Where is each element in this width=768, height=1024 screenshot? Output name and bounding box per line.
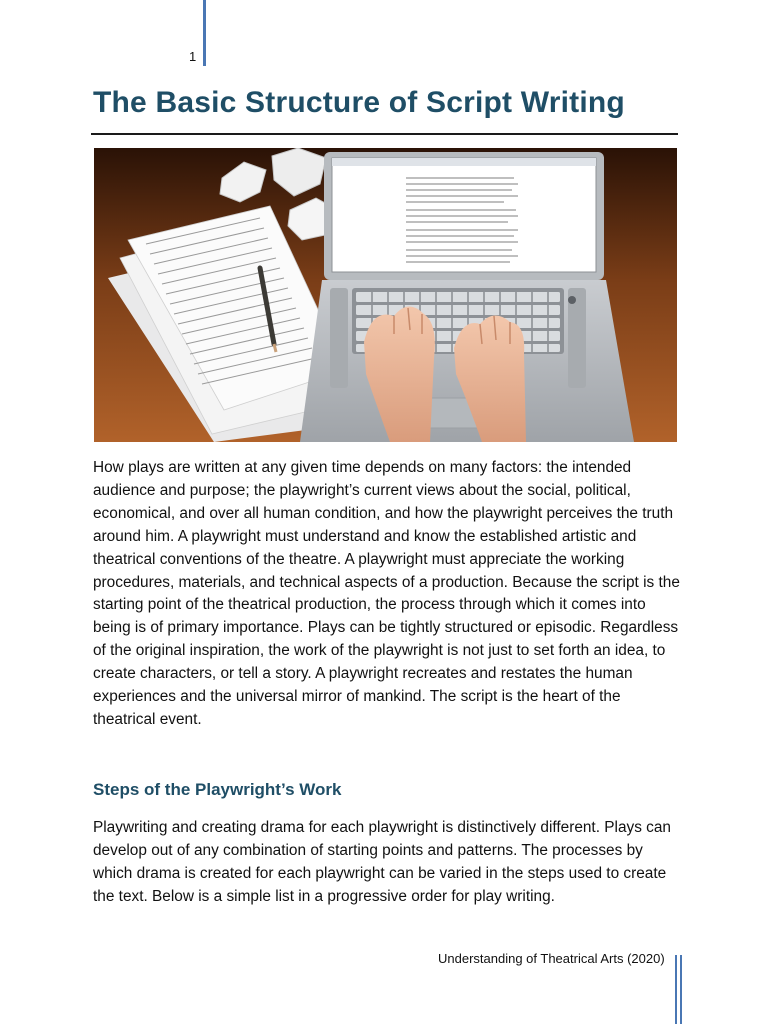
page-number: 1 (189, 49, 197, 64)
laptop-icon (94, 148, 677, 442)
header-vertical-rule (203, 0, 206, 66)
footer-vertical-rules (675, 955, 685, 1024)
intro-paragraph: How plays are written at any given time depends on many factors: the intended audience and purpose; the playwright’s current views about the social, political, economical, and over all human condition, and how the playwright perceives the truth around him. A playwright must understand and know the established artistic and theatrical conventions of the theatre. A playwright must appreciate the working procedures, materials, and technical aspects of a production. Because the script is the starting point of the theatrical production, the process through which it comes into being is of primary importance. Plays can be tightly structured or episodic. Regardless of the original inspiration, the work of the playwright is not just to set forth an idea, to create characters, or tell a story. A playwright recreates and restates the human experiences and the universal mirror of mankind. The script is the heart of the theatrical event. (93, 459, 680, 728)
title-underline (91, 133, 678, 135)
hero-image (94, 148, 677, 442)
steps-paragraph: Playwriting and creating drama for each playwright is distinctively different. Plays can develop out of any combination of starting points and patterns. The processes by which drama is created for each playwright can be varied in the steps used to create the text. Below is a simple list in a progressive order for play writing. (93, 819, 671, 905)
footer-text: Understanding of Theatrical Arts (2020) (438, 951, 665, 966)
section-heading: Steps of the Playwright’s Work (93, 780, 342, 799)
page-title: The Basic Structure of Script Writing (93, 86, 625, 119)
